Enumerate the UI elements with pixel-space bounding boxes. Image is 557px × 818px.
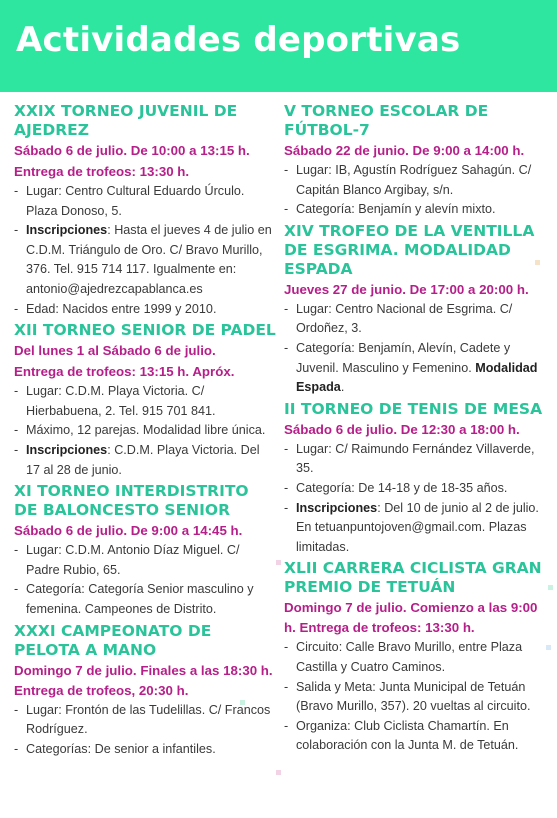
event-schedule: Domingo 7 de julio. Comienzo a las 9:00 h. Entrega de trofeos: 13:30 h.: [284, 600, 538, 636]
item-text: Lugar: C/ Raimundo Fernández Villaverde, 35.: [296, 441, 535, 476]
list-item: [14, 182, 276, 221]
event-schedule: Sábado 22 de junio. De 9:00 a 14:00 h.: [284, 143, 525, 158]
item-text: Organiza: Club Ciclista Chamartín. En colaboración con la Junta M. de Tetuán.: [296, 718, 519, 753]
event-details-list: [14, 701, 276, 760]
item-text: Categoría: Categoría Senior masculino y femenina. Campeones de Distrito.: [26, 582, 254, 616]
event-block: [284, 559, 546, 756]
list-item: [284, 479, 546, 499]
item-label: Inscripciones: [26, 442, 108, 457]
list-item: [14, 421, 276, 441]
event-schedule: Jueves 27 de junio. De 17:00 a 20:00 h.: [284, 281, 529, 297]
event-title: XXIX TORNEO JUVENIL DE AJEDREZ: [14, 102, 238, 139]
item-text: Categorías: De senior a infantiles.: [26, 741, 216, 756]
list-item: [284, 161, 546, 200]
event-block: [284, 222, 546, 398]
item-text: Edad: Nacidos entre 1999 y 2010.: [26, 301, 217, 316]
list-item: [14, 580, 276, 619]
list-item: [284, 300, 546, 339]
list-item: [14, 382, 276, 421]
item-text: Máximo, 12 parejas. Modalidad libre única.: [26, 423, 266, 438]
item-text: Lugar: C.D.M. Antonio Díaz Miguel. C/ Padre Rubio, 65.: [26, 543, 240, 577]
item-text: : Hasta el jueves 4 de julio en C.D.M. Triángulo de Oro. C/ Bravo Murillo, 376. Tel. 915 714 117. Igualmente en: antonio@ajedrezcapablanca.es: [26, 223, 272, 296]
event-schedule: Entrega de trofeos: 13:30 h.: [14, 164, 190, 179]
item-text: : Del 10 de junio al 2 de julio. En tetuanpuntojoven@gmail.com. Plazas limitadas.: [296, 500, 539, 554]
item-text: Lugar: Centro Cultural Eduardo Úrculo. Plaza Donoso, 5.: [26, 184, 245, 218]
event-schedule: Sábado 6 de julio. De 9:00 a 14:45 h.: [14, 523, 243, 539]
item-label: Inscripciones: [26, 223, 108, 238]
item-text: Categoría: De 14-18 y de 18-35 años.: [296, 480, 508, 495]
event-details-list: [14, 382, 276, 480]
event-details-list: [14, 182, 276, 319]
event-details-list: [284, 300, 546, 398]
event-details-list: [284, 440, 546, 558]
event-block: [284, 102, 546, 220]
item-text: Lugar: C.D.M. Playa Victoria. C/ Hierbabuena, 2. Tel. 915 701 841.: [26, 384, 216, 418]
list-item: [14, 300, 276, 320]
list-item: [284, 339, 546, 398]
event-block: [14, 102, 276, 319]
right-column: [284, 102, 546, 758]
event-schedule: Domingo 7 de julio. Finales a las 18:30 h. Entrega de trofeos, 20:30 h.: [14, 662, 273, 698]
list-item: [284, 678, 546, 717]
event-details-list: [284, 638, 546, 756]
event-block: [14, 622, 276, 760]
event-title: V TORNEO ESCOLAR DE FÚTBOL-7: [284, 102, 489, 139]
item-label: Inscripciones: [296, 500, 378, 515]
item-text-end: .: [340, 380, 345, 395]
event-details-list: [284, 161, 546, 220]
item-text: Salida y Meta: Junta Municipal de Tetuán (Bravo Murillo, 357). 20 vueltas al circuito.: [296, 679, 531, 714]
list-item: [14, 441, 276, 480]
event-schedule: Del lunes 1 al Sábado 6 de julio.: [14, 343, 216, 359]
item-text: : C.D.M. Playa Victoria. Del 17 al 28 de junio.: [26, 442, 260, 477]
event-title: XXXI CAMPEONATO DE PELOTA A MANO: [14, 621, 212, 659]
list-item: [284, 717, 546, 756]
left-column: [14, 102, 276, 761]
event-title: XLII CARRERA CICLISTA GRAN PREMIO DE TETUÁN: [284, 559, 542, 597]
event-schedule: Sábado 6 de julio. De 10:00 a 13:15 h.: [14, 143, 250, 158]
list-item: [284, 440, 546, 479]
event-block: [284, 400, 546, 558]
item-text: Lugar: Centro Nacional de Esgrima. C/ Ordoñez, 3.: [296, 301, 513, 336]
item-text: Categoría: Benjamín y alevín mixto.: [296, 202, 496, 217]
item-text: Categoría: Benjamín, Alevín, Cadete y Juvenil. Masculino y Femenino.: [296, 340, 511, 375]
event-block: [14, 482, 276, 619]
event-block: [14, 321, 276, 480]
list-item: [284, 200, 546, 220]
list-item: [14, 221, 276, 299]
item-text: Lugar: Frontón de las Tudelillas. C/ Francos Rodríguez.: [26, 702, 271, 737]
event-schedule: Sábado 6 de julio. De 12:30 a 18:00 h.: [284, 421, 520, 437]
list-item: [14, 740, 276, 760]
list-item: [284, 499, 546, 558]
list-item: [284, 638, 546, 677]
event-title: XIV TROFEO DE LA VENTILLA DE ESGRIMA. MODALIDAD ESPADA: [284, 221, 535, 278]
event-schedule: Entrega de trofeos: 13:15 h. Apróx.: [14, 364, 235, 380]
event-title: II TORNEO DE TENIS DE MESA: [284, 399, 543, 418]
event-title: XII TORNEO SENIOR DE PADEL: [14, 321, 276, 340]
item-emphasis: Modalidad Espada: [296, 360, 538, 395]
list-item: [14, 701, 276, 740]
event-details-list: [14, 541, 276, 619]
list-item: [14, 541, 276, 580]
item-text: Lugar: IB, Agustín Rodríguez Sahagún. C/ Capitán Blanco Argibay, s/n.: [296, 163, 532, 197]
item-text: Circuito: Calle Bravo Murillo, entre Plaza Castilla y Cuatro Caminos.: [296, 640, 523, 674]
event-title: XI TORNEO INTERDISTRITO DE BALONCESTO SENIOR: [14, 482, 249, 520]
page-title: Actividades deportivas: [16, 20, 461, 60]
header-banner: [0, 0, 557, 92]
